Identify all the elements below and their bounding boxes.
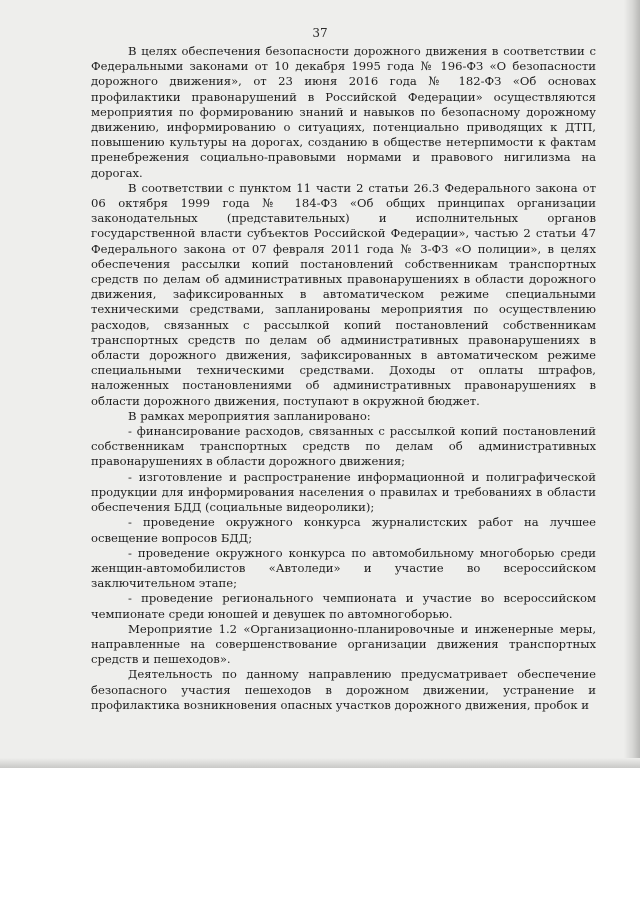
list-item-journalist-contest: - проведение окружного конкурса журналистских работ на лучшее освещение вопросов БДД; bbox=[91, 515, 596, 545]
page-bottom-edge bbox=[0, 758, 640, 768]
paragraph-planned-intro: В рамках мероприятия запланировано: bbox=[128, 408, 371, 423]
page-number: 37 bbox=[312, 26, 328, 40]
list-item-regional-championship: - проведение регионального чемпионата и участие во всероссийском чемпионате среди юношей и девушек по автомногоборью. bbox=[91, 591, 596, 621]
document-body bbox=[91, 44, 596, 713]
paragraph-measure-1-2: Мероприятие 1.2 «Организационно-планировочные и инженерные меры, направленные на совершенствование организации движения транспортных средств и пешеходов». bbox=[91, 621, 596, 667]
list-item-information-products: - изготовление и распространение информационной и полиграфической продукции для информирования населения о правилах и требованиях в области обеспечения БДД (социальные видеоролики); bbox=[91, 469, 596, 515]
paragraph-road-safety-laws: В целях обеспечения безопасности дорожного движения в соответствии с Федеральными законами от 10 декабря 1995 года № 196-ФЗ «О безопасности дорожного движения», от 23 июня 2016 года № 182-ФЗ «Об основах профилактики правонарушений в Российской Федерации» осуществляются мероприятия по формированию знаний и навыков по безопасному дорожному движению, информированию о ситуациях, потенциально приводящих к ДТП, повышению культуры на дорогах, созданию в обществе нетерпимости к фактам пренебрежения социально-правовыми нормами и правового нигилизма на дорогах. bbox=[91, 44, 596, 180]
page-edge-shadow bbox=[624, 0, 640, 768]
paragraph-federal-law-184: В соответствии с пунктом 11 части 2 статьи 26.3 Федерального закона от 06 октября 1999 года № 184-ФЗ «Об общих принципах организации законодательных (представительных) и исполнительных органов государственной власти субъектов Российской Федерации», частью 2 статьи 47 Федерального закона от 07 февраля 2011 года № 3-ФЗ «О полиции», в целях обеспечения рассылки копий постановлений собственникам транспортных средств по делам об административных правонарушениях в области дорожного движения, зафиксированных в автоматическом режиме специальными техническими средствами, запланированы мероприятия по осуществлению расходов, связанных с рассылкой копий постановлений собственникам транспортных средств по делам об административных правонарушениях в области дорожного движения, зафиксированных в автоматическом режиме специальными техническими средствами. Доходы от оплаты штрафов, наложенных постановлениями об административных правонарушениях в области дорожного движения, поступают в окружной бюджет. bbox=[91, 180, 596, 408]
paragraph-activity-direction: Деятельность по данному направлению предусматривает обеспечение безопасного участия пешеходов в дорожном движении, устранение и профилактика возникновения опасных участков дорожного движения, пробок и bbox=[91, 667, 596, 712]
list-item-financing: - финансирование расходов, связанных с рассылкой копий постановлений собственникам транспортных средств по делам об административных правонарушениях в области дорожного движения; bbox=[91, 424, 596, 469]
list-item-autolady-contest: - проведение окружного конкурса по автомобильному многоборью среди женщин-автомобилистов «Автоледи» и участие во всероссийском заключительном этапе; bbox=[91, 545, 596, 591]
